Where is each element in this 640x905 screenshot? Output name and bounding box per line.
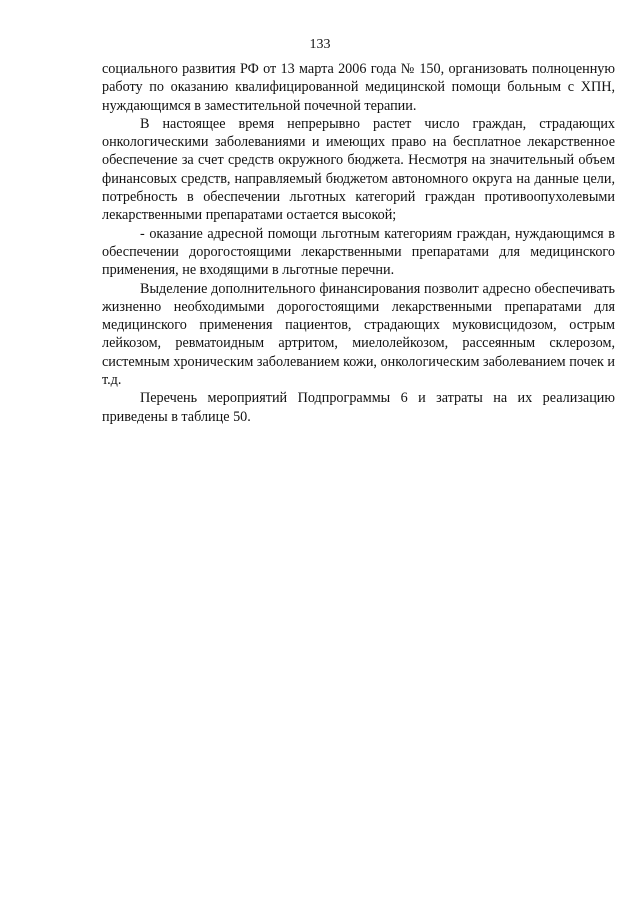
paragraph-table-reference: Перечень мероприятий Подпрограммы 6 и затраты на их реализацию приведены в таблице 50. — [102, 390, 615, 425]
list-item-targeted-assistance: - оказание адресной помощи льготным категориям граждан, нуждающимся в обеспечении дорогостоящими лекарственными препаратами для медицинского применения, не входящими в льготные перечни. — [102, 225, 615, 279]
page-number: 133 — [309, 37, 331, 52]
paragraph-oncology: В настоящее время непрерывно растет число граждан, страдающих онкологическими заболеваниями и имеющих право на бесплатное лекарственное обеспечение за счет средств окружного бюджета. Несмотря на значительный объем финансовых средств, направляемый бюджетом автономного округа на данные цели, потребность в обеспечении льготных категорий граждан противоопухолевыми лекарственными препаратами остается высокой; — [102, 115, 615, 224]
paragraph-additional-funding: Выделение дополнительного финансирования позволит адресно обеспечивать жизненно необходимыми дорогостоящими лекарственными препаратами для медицинского применения пациентов, страдающих муковисцидозом, острым лейкозом, ревматоидным артритом, миелолейкозом, рассеянным склерозом, системным хроническим заболеванием кожи, онкологическим заболеванием почек и т.д. — [102, 280, 615, 389]
paragraph-continuation: социального развития РФ от 13 марта 2006 года № 150, организовать полноценную работу по оказанию квалифицированной медицинской помощи больным с ХПН, нуждающимся в заместительной почечной терапии. — [102, 61, 615, 114]
document-body — [102, 60, 615, 426]
